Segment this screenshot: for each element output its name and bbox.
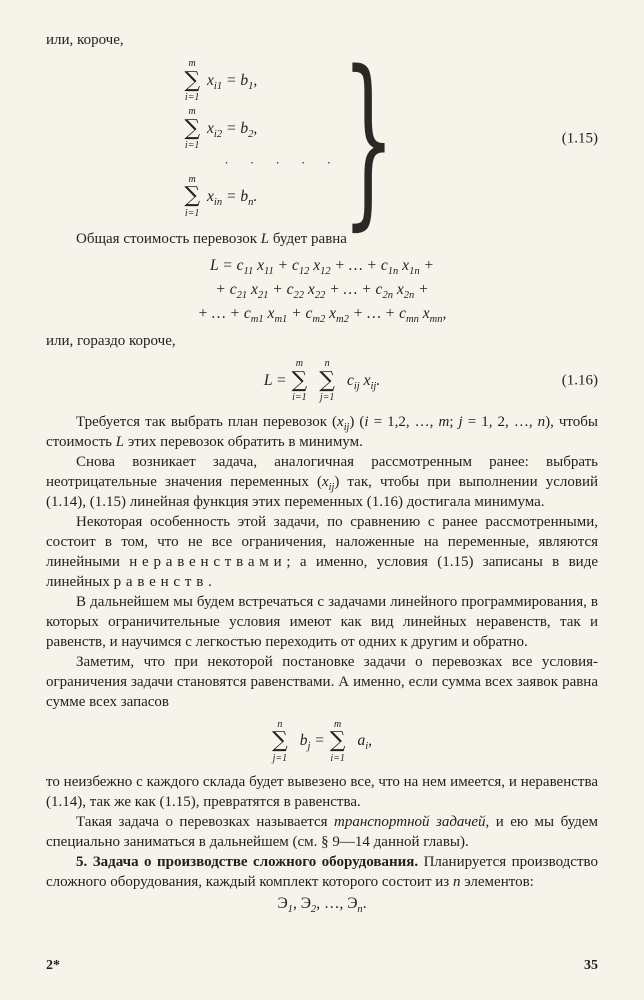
cost-equation-line: + $c_{21}$ $x_{21} + c_{22}$ $x_{22}$ + … + $c_{2n}$ $x_{2n}$ + (215, 281, 429, 302)
paragraph-item5: 5. Задача о производстве сложного оборудования. Планируется производство сложного оборудования, каждый комплект которого состоит из n элементов: (46, 854, 598, 891)
summation-symbol (184, 174, 200, 219)
sigma-icon: ∑ (184, 183, 201, 209)
signature-mark: 2* (46, 958, 60, 973)
cost-equation-line: + … + $c_{m1}$ $x_{m1} + c_{m2}$ $x_{m2}$ + … + $c_{mn}$ $x_{mn}$, (197, 305, 447, 326)
paragraph-intro: или, короче, (46, 32, 124, 48)
summation-symbol (272, 719, 288, 764)
paragraph-note: Заметим, что при некоторой постановке задачи о перевозках все условия-ограничения задачи становятся равенствами. А именно, если сумма всех заявок равна сумме всех запасов (46, 653, 598, 710)
paragraph-future: В дальнейшем мы будем встречаться с задачами линейного программирования, в которых ограничительные условия имеют как вид линейных неравенств, так и равенств, и научимся с легкостью переходить от одних к другим и обратно. (46, 593, 598, 650)
page-footer (46, 958, 598, 974)
equation-label-1-15: (1.15) (561, 130, 598, 147)
ellipsis-row: · · · · · (224, 154, 340, 170)
sum-lower-limit: j=1 (272, 752, 288, 764)
sum-lower-limit: i=1 (184, 91, 200, 103)
sigma-icon: ∑ (184, 115, 201, 141)
summation-symbol (184, 106, 200, 151)
sum-upper-limit: n (277, 718, 283, 730)
summation-symbol (292, 358, 308, 403)
sum-lower-limit: i=1 (292, 392, 307, 404)
equation-body: $c_{ij}$ $x_{ij}$. (346, 372, 381, 393)
sigma-icon: ∑ (319, 367, 335, 393)
sigma-icon: ∑ (291, 367, 308, 393)
equation-body: $x_{i2} = b_2$, (207, 120, 258, 141)
sum-upper-limit: m (333, 718, 342, 730)
paragraph-transport: Такая задача о перевозках называется транспортной задачей, и ею мы будем специально заниматься в дальнейшем (см. § 9—14 данной главы). (46, 814, 598, 851)
sigma-icon: ∑ (271, 728, 288, 754)
sigma-icon: ∑ (184, 67, 201, 93)
sum-upper-limit: n (324, 358, 330, 370)
sum-lower-limit: i=1 (184, 207, 200, 219)
cost-equation (46, 254, 598, 326)
equation-row (184, 174, 340, 219)
equation-1-16 (46, 358, 598, 403)
summation-symbol (319, 358, 335, 403)
summation-symbol (330, 719, 346, 764)
sum-lower-limit: i=1 (184, 140, 200, 152)
sum-lower-limit: j=1 (319, 392, 335, 404)
balance-equation (46, 719, 598, 764)
sigma-icon: ∑ (329, 728, 346, 754)
paragraph-again: Снова возникает задача, аналогичная рассмотренным ранее: выбрать неотрицательные значения переменных $(x_{ij})$ так, чтобы при выполнении условий (1.14), (1.15) линейная функция этих переменных (1.16) достигала минимума. (46, 453, 599, 510)
cost-equation-line: $L = c_{11}$ $x_{11} + c_{12}$ $x_{12}$ + … + $c_{1n}$ $x_{1n}$ + (210, 257, 434, 278)
paragraph-shorter: или, гораздо короче, (46, 333, 176, 350)
sum-upper-limit: m (188, 106, 196, 118)
equation-body: $a_i$, (357, 732, 373, 753)
right-brace: } (341, 30, 395, 247)
paragraph-feature: Некоторая особенность этой задачи, по сравнению с ранее рассмотренными, состоит в том, что не все ограничения, наложенные на переменные, являются линейными неравенствами; а именно, условия (1.15) записаны в виде линейных равенств. (46, 513, 598, 590)
equation-lhs: L = (263, 372, 287, 390)
equation-row (184, 58, 340, 103)
sum-lower-limit: i=1 (330, 752, 345, 764)
paragraph-inevitable: то неизбежно с каждого склада будет вывезено все, что на нем имеется, и неравенства (1.14), так же как (1.15), превратятся в равенства. (46, 774, 598, 811)
equation-label-1-16: (1.16) (561, 372, 598, 389)
summation-symbol (184, 58, 200, 103)
equation-row (184, 106, 340, 151)
paragraph-require: Требуется так выбрать план перевозок $(x_{ij}) (i = 1,2$, …, m; j = 1, 2, …, n), чтобы стоимость L этих перевозок обратить в минимум. (46, 413, 599, 450)
page-number: 35 (584, 958, 598, 973)
sum-upper-limit: m (295, 358, 303, 370)
equation-body: $x_{i1} = b_1$, (207, 71, 258, 92)
elements-line: $Э_1$, $Э_2$, …, $Э_n$. (277, 895, 367, 916)
sum-upper-limit: m (188, 58, 196, 69)
equation-rows (184, 58, 340, 219)
equation-body: $x_{in} = b_n$. (207, 187, 258, 208)
paragraph-cost: Общая стоимость перевозок L будет равна (76, 231, 347, 248)
sum-upper-limit: m (188, 173, 196, 185)
equation-body: $b_j$ = (299, 732, 325, 753)
